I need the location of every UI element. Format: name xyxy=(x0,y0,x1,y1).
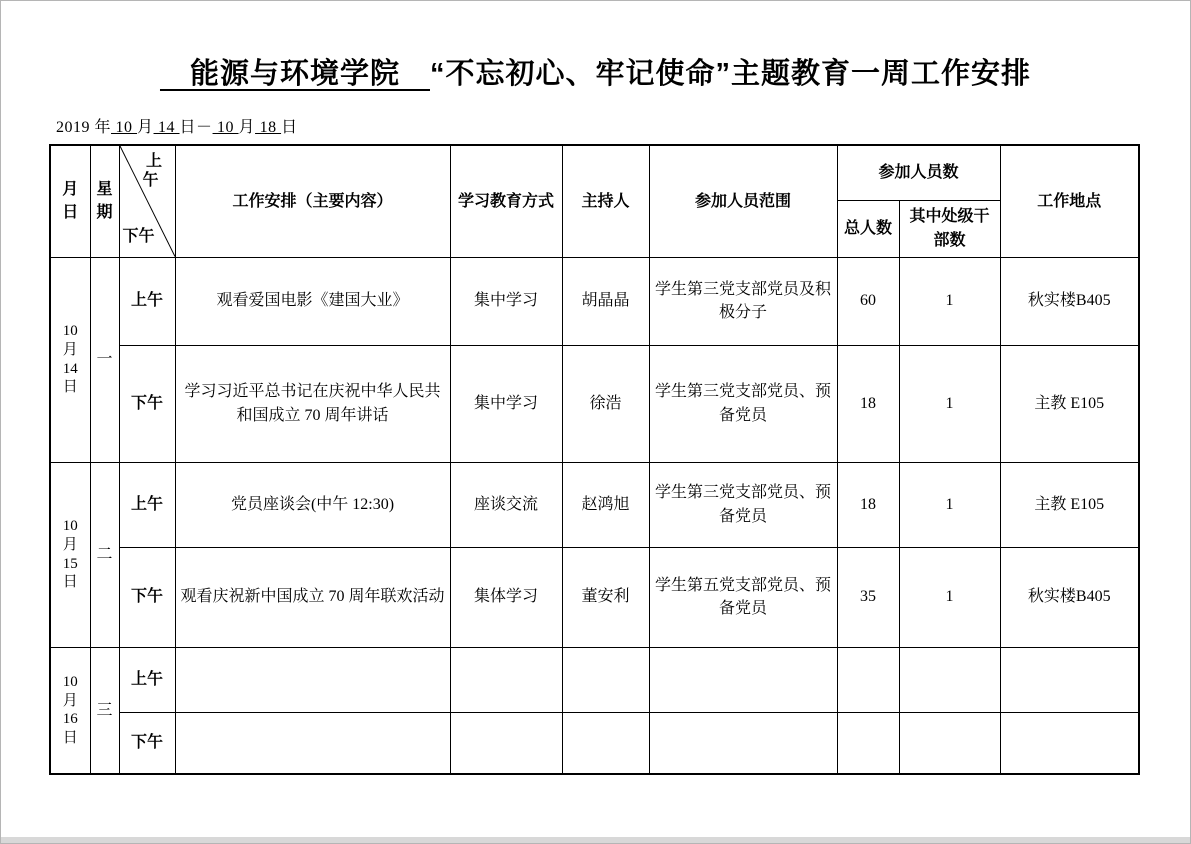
cell-method: 集中学习 xyxy=(450,257,562,345)
cell-scope: 学生第五党支部党员、预备党员 xyxy=(649,547,837,647)
date-line-part: 10 xyxy=(62,673,78,690)
header-participant-scope: 参加人员范围 xyxy=(649,145,837,257)
cell-work: 党员座谈会(中午 12:30) xyxy=(175,462,450,547)
cell-weekday-mon: 一 xyxy=(90,257,119,462)
cell-cadre: 1 xyxy=(899,345,1000,462)
header-cadre-count: 其中处级干部数 xyxy=(899,200,1000,257)
date-line-part: 14 xyxy=(62,360,78,377)
cell-total xyxy=(837,712,899,774)
cell-location xyxy=(1000,647,1139,712)
cell-cadre: 1 xyxy=(899,462,1000,547)
cell-total: 18 xyxy=(837,462,899,547)
cell-date-oct16 xyxy=(50,647,90,774)
cell-total: 35 xyxy=(837,547,899,647)
date-line-part: 月 xyxy=(62,536,78,553)
cell-work: 学习习近平总书记在庆祝中华人民共和国成立 70 周年讲话 xyxy=(175,345,450,462)
cell-scope: 学生第三党支部党员、预备党员 xyxy=(649,462,837,547)
date-line-part: 日 xyxy=(62,379,78,396)
header-morning-char-2: 午 xyxy=(142,172,159,190)
cell-location: 主教 E105 xyxy=(1000,462,1139,547)
cell-cadre: 1 xyxy=(899,547,1000,647)
header-month-day: 月日 xyxy=(50,145,90,257)
cell-total: 18 xyxy=(837,345,899,462)
date-line-part: 月 xyxy=(62,692,78,709)
title-theme-text: “不忘初心、牢记使命”主题教育一周工作安排 xyxy=(430,58,1032,90)
cell-period: 下午 xyxy=(119,547,175,647)
cell-scope xyxy=(649,712,837,774)
cell-date-oct15 xyxy=(50,462,90,647)
header-participant-count-group: 参加人员数 xyxy=(837,145,1000,200)
cell-location: 秋实楼B405 xyxy=(1000,257,1139,345)
date-month-2: 10 xyxy=(212,119,239,136)
header-study-method: 学习教育方式 xyxy=(450,145,562,257)
header-work-content: 工作安排（主要内容） xyxy=(175,145,450,257)
date-day-2: 18 xyxy=(255,119,282,136)
cell-period: 下午 xyxy=(119,345,175,462)
cell-host: 胡晶晶 xyxy=(562,257,649,345)
cell-total xyxy=(837,647,899,712)
date-month-1: 10 xyxy=(111,119,138,136)
header-period-diagonal xyxy=(119,145,175,257)
cell-weekday-tue: 二 xyxy=(90,462,119,647)
schedule-table xyxy=(49,144,1140,775)
cell-method xyxy=(450,712,562,774)
cell-method: 集中学习 xyxy=(450,345,562,462)
cell-host xyxy=(562,647,649,712)
date-separator: 日－ xyxy=(179,119,213,136)
cell-host xyxy=(562,712,649,774)
cell-location: 主教 E105 xyxy=(1000,345,1139,462)
date-line-part: 日 xyxy=(62,730,78,746)
header-morning-char-1: 上 xyxy=(145,153,162,170)
cell-method: 集体学习 xyxy=(450,547,562,647)
cell-method: 座谈交流 xyxy=(450,462,562,547)
cell-total: 60 xyxy=(837,257,899,345)
cell-host: 徐浩 xyxy=(562,345,649,462)
cell-cadre xyxy=(899,647,1000,712)
date-year: 2019 年 xyxy=(56,119,112,136)
date-line-part: 10 xyxy=(62,323,78,339)
cell-work xyxy=(175,712,450,774)
header-weekday: 星期 xyxy=(90,145,119,257)
window-bottom-edge xyxy=(1,837,1190,843)
cell-location xyxy=(1000,712,1139,774)
cell-period: 上午 xyxy=(119,647,175,712)
cell-cadre: 1 xyxy=(899,257,1000,345)
cell-method xyxy=(450,647,562,712)
date-end-label: 日 xyxy=(281,119,298,136)
date-range-line xyxy=(56,114,298,137)
header-morning-label xyxy=(142,152,165,190)
date-month-label-2: 月 xyxy=(238,119,256,136)
date-line-part: 月 xyxy=(62,341,78,358)
cell-scope: 学生第三党支部党员及积极分子 xyxy=(649,257,837,345)
header-host: 主持人 xyxy=(562,145,649,257)
date-line-part: 10 xyxy=(62,518,78,534)
cell-date-oct14 xyxy=(50,257,90,462)
cell-work: 观看庆祝新中国成立 70 周年联欢活动 xyxy=(175,547,450,647)
date-day-1: 14 xyxy=(153,119,180,136)
header-total-count: 总人数 xyxy=(837,200,899,257)
cell-weekday-wed: 三 xyxy=(90,647,119,774)
date-line-part: 日 xyxy=(62,574,78,591)
cell-period: 上午 xyxy=(119,462,175,547)
date-line-part: 15 xyxy=(62,555,78,572)
header-work-location: 工作地点 xyxy=(1000,145,1139,257)
cell-period: 上午 xyxy=(119,257,175,345)
date-month-label-1: 月 xyxy=(137,119,154,136)
cell-work xyxy=(175,647,450,712)
cell-scope xyxy=(649,647,837,712)
header-afternoon-label: 下午 xyxy=(122,228,155,246)
cell-host: 董安利 xyxy=(562,547,649,647)
cell-host: 赵鸿旭 xyxy=(562,462,649,547)
cell-period: 下午 xyxy=(119,712,175,774)
page-title xyxy=(1,51,1190,92)
cell-work: 观看爱国电影《建国大业》 xyxy=(175,257,450,345)
cell-location: 秋实楼B405 xyxy=(1000,547,1139,647)
date-line-part: 16 xyxy=(62,711,78,728)
cell-scope: 学生第三党支部党员、预备党员 xyxy=(649,345,837,462)
cell-cadre xyxy=(899,712,1000,774)
title-college-name: 能源与环境学院 xyxy=(159,58,430,90)
